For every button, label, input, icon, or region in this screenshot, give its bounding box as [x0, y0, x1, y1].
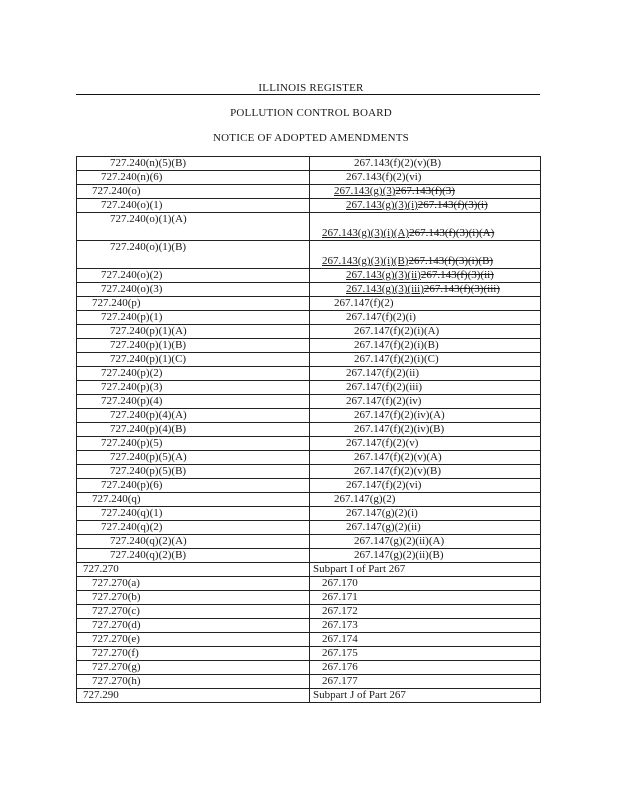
new-section-text: 267.147(f)(2)(i)(B) [354, 339, 439, 351]
new-section-text: 267.175 [322, 647, 358, 659]
new-section-text: 267.143(g)(3)(iii) [346, 283, 424, 295]
old-section-cell: 727.240(q)(2)(A) [77, 535, 310, 549]
new-section-text: 267.147(g)(2)(ii)(A) [354, 535, 445, 547]
new-section-text: 267.147(g)(2)(ii) [346, 521, 421, 533]
old-section-cell: 727.240(o)(2) [77, 269, 310, 283]
table-row [77, 395, 541, 409]
table-row [77, 647, 541, 661]
new-section-cell [310, 661, 541, 675]
new-section-cell [310, 465, 541, 479]
old-section-cell: 727.240(p)(5)(A) [77, 451, 310, 465]
new-section-cell [310, 381, 541, 395]
table-row [77, 465, 541, 479]
deleted-section-text: 267.143(f)(3)(i)(A) [409, 227, 495, 239]
new-section-text: 267.170 [322, 577, 358, 589]
table-row [77, 381, 541, 395]
new-section-cell [310, 339, 541, 353]
new-section-cell [310, 297, 541, 311]
new-section-text: 267.147(f)(2)(iv) [346, 395, 422, 407]
old-section-cell: 727.240(o)(1)(B) [77, 241, 310, 269]
new-section-text: 267.147(g)(2)(i) [346, 507, 418, 519]
table-row [77, 213, 541, 241]
table-row [77, 675, 541, 689]
table-row [77, 591, 541, 605]
old-section-cell: 727.240(p)(5)(B) [77, 465, 310, 479]
table-row [77, 423, 541, 437]
old-section-cell: 727.240(p)(1) [77, 311, 310, 325]
old-section-cell: 727.240(p)(4)(A) [77, 409, 310, 423]
old-section-cell: 727.240(p)(3) [77, 381, 310, 395]
new-section-cell [310, 311, 541, 325]
table-row [77, 185, 541, 199]
new-section-cell [310, 521, 541, 535]
new-section-text: 267.143(g)(3)(ii) [346, 269, 421, 281]
new-section-text: 267.143(f)(2)(vi) [346, 171, 422, 183]
table-row [77, 619, 541, 633]
new-section-cell [310, 395, 541, 409]
new-section-text: 267.147(f)(2)(iv)(B) [354, 423, 445, 435]
board-name: POLLUTION CONTROL BOARD [230, 107, 392, 119]
table-row [77, 549, 541, 563]
old-section-cell: 727.240(p)(5) [77, 437, 310, 451]
new-section-text: 267.143(g)(3)(i)(A) [322, 227, 410, 239]
old-section-cell: 727.240(p)(1)(C) [77, 353, 310, 367]
new-section-text: 267.147(f)(2)(v) [346, 437, 419, 449]
new-section-text: 267.172 [322, 605, 358, 617]
old-section-cell: 727.240(p)(4)(B) [77, 423, 310, 437]
table-row [77, 171, 541, 185]
new-section-cell [310, 171, 541, 185]
new-section-cell [310, 633, 541, 647]
table-row [77, 409, 541, 423]
table-row [77, 353, 541, 367]
new-section-cell [310, 269, 541, 283]
new-section-cell [310, 591, 541, 605]
table-row [77, 241, 541, 269]
table-row [77, 535, 541, 549]
table-row [77, 283, 541, 297]
old-section-cell: 727.240(p)(1)(B) [77, 339, 310, 353]
old-section-cell: 727.240(q)(1) [77, 507, 310, 521]
old-section-cell: 727.270(e) [77, 633, 310, 647]
table-row [77, 269, 541, 283]
new-section-cell [310, 157, 541, 171]
old-section-cell: 727.240(o)(3) [77, 283, 310, 297]
new-section-text: 267.147(f)(2)(ii) [346, 367, 420, 379]
table-row [77, 507, 541, 521]
new-section-cell [310, 577, 541, 591]
table-row [77, 689, 541, 703]
table-row [77, 367, 541, 381]
new-section-text: 267.147(f)(2)(i)(C) [354, 353, 439, 365]
deleted-section-text: 267.143(f)(3)(iii) [423, 283, 500, 295]
new-section-cell [310, 619, 541, 633]
new-section-text: 267.147(f)(2)(v)(B) [354, 465, 442, 477]
new-section-text: Subpart I of Part 267 [313, 563, 406, 575]
new-section-text: 267.171 [322, 591, 358, 603]
table-row [77, 633, 541, 647]
deleted-section-text: 267.143(f)(3)(i)(B) [408, 255, 494, 267]
new-section-cell [310, 647, 541, 661]
deleted-section-text: 267.143(f)(3)(ii) [420, 269, 494, 281]
old-section-cell: 727.240(p) [77, 297, 310, 311]
old-section-cell: 727.270(g) [77, 661, 310, 675]
old-section-cell: 727.270(c) [77, 605, 310, 619]
old-section-cell: 727.270(f) [77, 647, 310, 661]
new-section-text: 267.143(f)(2)(v)(B) [354, 157, 442, 169]
new-section-text: 267.176 [322, 661, 358, 673]
notice-title: NOTICE OF ADOPTED AMENDMENTS [213, 132, 409, 144]
new-section-cell [310, 185, 541, 199]
table-row [77, 563, 541, 577]
old-section-cell: 727.270(h) [77, 675, 310, 689]
new-section-cell [310, 507, 541, 521]
old-section-cell: 727.240(n)(6) [77, 171, 310, 185]
new-section-text: 267.177 [322, 675, 358, 687]
new-section-cell [310, 689, 541, 703]
new-section-cell [310, 409, 541, 423]
new-section-cell [310, 213, 541, 241]
derivation-table [76, 156, 541, 703]
new-section-cell [310, 535, 541, 549]
old-section-cell: 727.270(a) [77, 577, 310, 591]
old-section-cell: 727.240(p)(4) [77, 395, 310, 409]
new-section-cell [310, 451, 541, 465]
table-row [77, 311, 541, 325]
new-section-text: 267.147(f)(2)(iv)(A) [354, 409, 445, 421]
new-section-cell [310, 367, 541, 381]
table-row [77, 577, 541, 591]
new-section-cell [310, 353, 541, 367]
old-section-cell: 727.240(p)(2) [77, 367, 310, 381]
new-section-text: 267.147(g)(2)(ii)(B) [354, 549, 444, 561]
new-section-cell [310, 437, 541, 451]
new-section-cell [310, 199, 541, 213]
old-section-cell: 727.240(p)(1)(A) [77, 325, 310, 339]
new-section-text: 267.143(g)(3) [334, 185, 396, 197]
new-section-text: 267.143(g)(3)(i)(B) [322, 255, 409, 267]
table-row [77, 451, 541, 465]
old-section-cell: 727.240(o)(1)(A) [77, 213, 310, 241]
old-section-cell: 727.240(o) [77, 185, 310, 199]
new-section-cell [310, 283, 541, 297]
old-section-cell: 727.240(o)(1) [77, 199, 310, 213]
new-section-cell [310, 549, 541, 563]
register-title: ILLINOIS REGISTER [258, 82, 364, 94]
old-section-cell: 727.270 [77, 563, 310, 577]
new-section-cell [310, 605, 541, 619]
deleted-section-text: 267.143(f)(3) [395, 185, 455, 197]
table-row [77, 437, 541, 451]
new-section-cell [310, 479, 541, 493]
table-row [77, 339, 541, 353]
old-section-cell: 727.270(d) [77, 619, 310, 633]
new-section-text: 267.147(f)(2)(vi) [346, 479, 422, 491]
old-section-cell: 727.240(q)(2) [77, 521, 310, 535]
table-row [77, 325, 541, 339]
old-section-cell: 727.240(q) [77, 493, 310, 507]
new-section-cell [310, 675, 541, 689]
new-section-text: 267.147(f)(2) [334, 297, 394, 309]
new-section-cell [310, 563, 541, 577]
new-section-text: 267.143(g)(3)(i) [346, 199, 418, 211]
new-section-text: 267.147(f)(2)(i) [346, 311, 416, 323]
header-rule [76, 94, 540, 95]
new-section-cell [310, 423, 541, 437]
new-section-text: 267.147(f)(2)(v)(A) [354, 451, 442, 463]
table-row [77, 479, 541, 493]
new-section-text: 267.173 [322, 619, 358, 631]
new-section-text: 267.174 [322, 633, 358, 645]
old-section-cell: 727.290 [77, 689, 310, 703]
new-section-cell [310, 325, 541, 339]
new-section-text: 267.147(g)(2) [334, 493, 396, 505]
new-section-text: 267.147(f)(2)(iii) [346, 381, 423, 393]
old-section-cell: 727.240(q)(2)(B) [77, 549, 310, 563]
table-row [77, 199, 541, 213]
table-row [77, 157, 541, 171]
new-section-text: Subpart J of Part 267 [313, 689, 406, 701]
new-section-text: 267.147(f)(2)(i)(A) [354, 325, 440, 337]
new-section-cell [310, 241, 541, 269]
table-row [77, 661, 541, 675]
new-section-cell [310, 493, 541, 507]
old-section-cell: 727.240(p)(6) [77, 479, 310, 493]
table-row [77, 297, 541, 311]
table-row [77, 521, 541, 535]
deleted-section-text: 267.143(f)(3)(i) [417, 199, 488, 211]
table-row [77, 493, 541, 507]
old-section-cell: 727.270(b) [77, 591, 310, 605]
table-row [77, 605, 541, 619]
old-section-cell: 727.240(n)(5)(B) [77, 157, 310, 171]
